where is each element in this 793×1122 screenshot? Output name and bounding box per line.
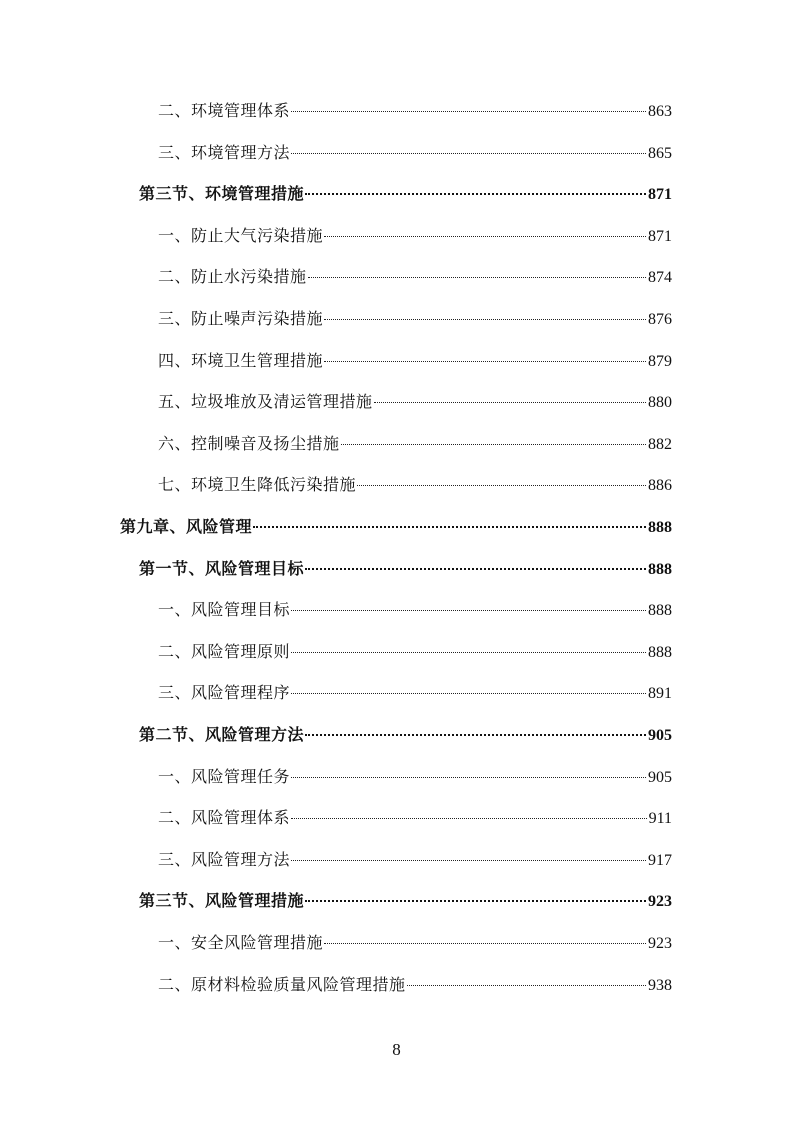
toc-entry[interactable]: [158, 637, 672, 667]
toc-entry[interactable]: [158, 429, 672, 459]
toc-dot-leader: [374, 402, 646, 403]
toc-dot-leader: [407, 985, 646, 986]
toc-entry-page-number: 876: [648, 311, 672, 328]
toc-dot-leader: [305, 193, 646, 195]
toc-entry-title: 四、环境卫生管理措施: [158, 350, 324, 370]
toc-entry[interactable]: [158, 221, 672, 251]
toc-dot-leader: [341, 444, 646, 445]
toc-entry-title: 第三节、环境管理措施: [139, 184, 305, 204]
toc-entry-page-number: 888: [648, 519, 672, 536]
toc-entry-title: 七、环境卫生降低污染措施: [158, 475, 357, 495]
toc-entry-page-number: 938: [648, 976, 672, 994]
toc-entry[interactable]: [158, 595, 672, 625]
toc-dot-leader: [291, 860, 646, 861]
toc-entry[interactable]: [158, 845, 672, 875]
toc-entry-title: 一、风险管理任务: [158, 766, 291, 786]
toc-entry[interactable]: [139, 720, 672, 750]
toc-dot-leader: [324, 319, 646, 320]
toc-entry[interactable]: [120, 512, 672, 542]
toc-entry-page-number: 917: [648, 851, 672, 869]
toc-dot-leader: [291, 111, 646, 112]
toc-entry-page-number: 882: [648, 435, 672, 453]
toc-entry-title: 三、风险管理程序: [158, 683, 291, 703]
toc-dot-leader: [324, 943, 646, 944]
toc-entry[interactable]: [139, 179, 672, 209]
toc-entry[interactable]: [158, 970, 672, 1000]
toc-entry-page-number: 905: [648, 727, 672, 744]
toc-dot-leader: [305, 900, 646, 902]
toc-entry-title: 二、环境管理体系: [158, 101, 291, 120]
toc-entry[interactable]: [158, 762, 672, 792]
toc-entry-page-number: 886: [648, 477, 672, 495]
toc-entry-title: 二、原材料检验质量风险管理措施: [158, 974, 406, 994]
toc-entry-page-number: 888: [648, 560, 672, 578]
toc-dot-leader: [357, 485, 646, 486]
toc-entry-title: 三、防止噪声污染措施: [158, 309, 324, 328]
toc-entry[interactable]: [158, 803, 672, 833]
toc-dot-leader: [324, 236, 646, 237]
toc-entry[interactable]: [139, 554, 672, 584]
toc-dot-leader: [291, 610, 646, 611]
toc-dot-leader: [253, 526, 646, 528]
toc-entry[interactable]: [158, 96, 672, 126]
toc-entry-page-number: 905: [648, 768, 672, 786]
toc-entry-page-number: 923: [648, 893, 672, 911]
toc-entry-page-number: 865: [648, 144, 672, 162]
toc-dot-leader: [308, 277, 646, 278]
toc-entry-title: 五、垃圾堆放及清运管理措施: [158, 392, 373, 412]
toc-dot-leader: [305, 734, 646, 736]
toc-entry-title: 第一节、风险管理目标: [139, 558, 305, 578]
toc-entry-title: 第九章、风险管理: [120, 517, 253, 536]
toc-entry[interactable]: [158, 262, 672, 292]
toc-entry-title: 一、防止大气污染措施: [158, 225, 324, 245]
toc-entry-page-number: 888: [648, 643, 672, 661]
toc-entry[interactable]: [158, 470, 672, 500]
toc-entry-page-number: 863: [648, 103, 672, 120]
toc-dot-leader: [305, 568, 646, 570]
toc-dot-leader: [291, 777, 646, 778]
toc-entry[interactable]: [139, 886, 672, 916]
toc-entry-title: 第二节、风险管理方法: [139, 725, 305, 744]
toc-dot-leader: [291, 818, 647, 819]
toc-entry-page-number: 891: [648, 685, 672, 703]
toc-entry-title: 三、环境管理方法: [158, 142, 291, 162]
toc-dot-leader: [324, 361, 646, 362]
toc-entry[interactable]: [158, 346, 672, 376]
toc-entry-title: 二、风险管理体系: [158, 808, 291, 828]
toc-entry-title: 三、风险管理方法: [158, 849, 291, 869]
toc-dot-leader: [291, 652, 646, 653]
toc-entry-page-number: 871: [648, 186, 672, 204]
toc-dot-leader: [291, 693, 646, 694]
toc-entry[interactable]: [158, 304, 672, 334]
toc-entry-title: 二、风险管理原则: [158, 641, 291, 661]
toc-entry-page-number: 911: [648, 810, 672, 828]
toc-entry-page-number: 874: [648, 269, 672, 287]
toc-entry[interactable]: [158, 678, 672, 708]
toc-entry-title: 二、防止水污染措施: [158, 267, 307, 287]
toc-entry[interactable]: [158, 138, 672, 168]
page-number: 8: [392, 1040, 401, 1059]
toc-entry-page-number: 880: [648, 394, 672, 412]
toc-entry[interactable]: [158, 387, 672, 417]
toc-entry-page-number: 923: [648, 935, 672, 952]
toc-entry-title: 一、风险管理目标: [158, 600, 291, 620]
toc-entry-title: 一、安全风险管理措施: [158, 933, 324, 952]
toc-entry[interactable]: [158, 928, 672, 958]
toc-entry-page-number: 871: [648, 227, 672, 245]
toc-entry-title: 第三节、风险管理措施: [139, 891, 305, 911]
toc-entry-title: 六、控制噪音及扬尘措施: [158, 433, 340, 453]
toc-entry-page-number: 888: [648, 602, 672, 620]
toc-dot-leader: [291, 153, 646, 154]
toc-entry-page-number: 879: [648, 352, 672, 370]
